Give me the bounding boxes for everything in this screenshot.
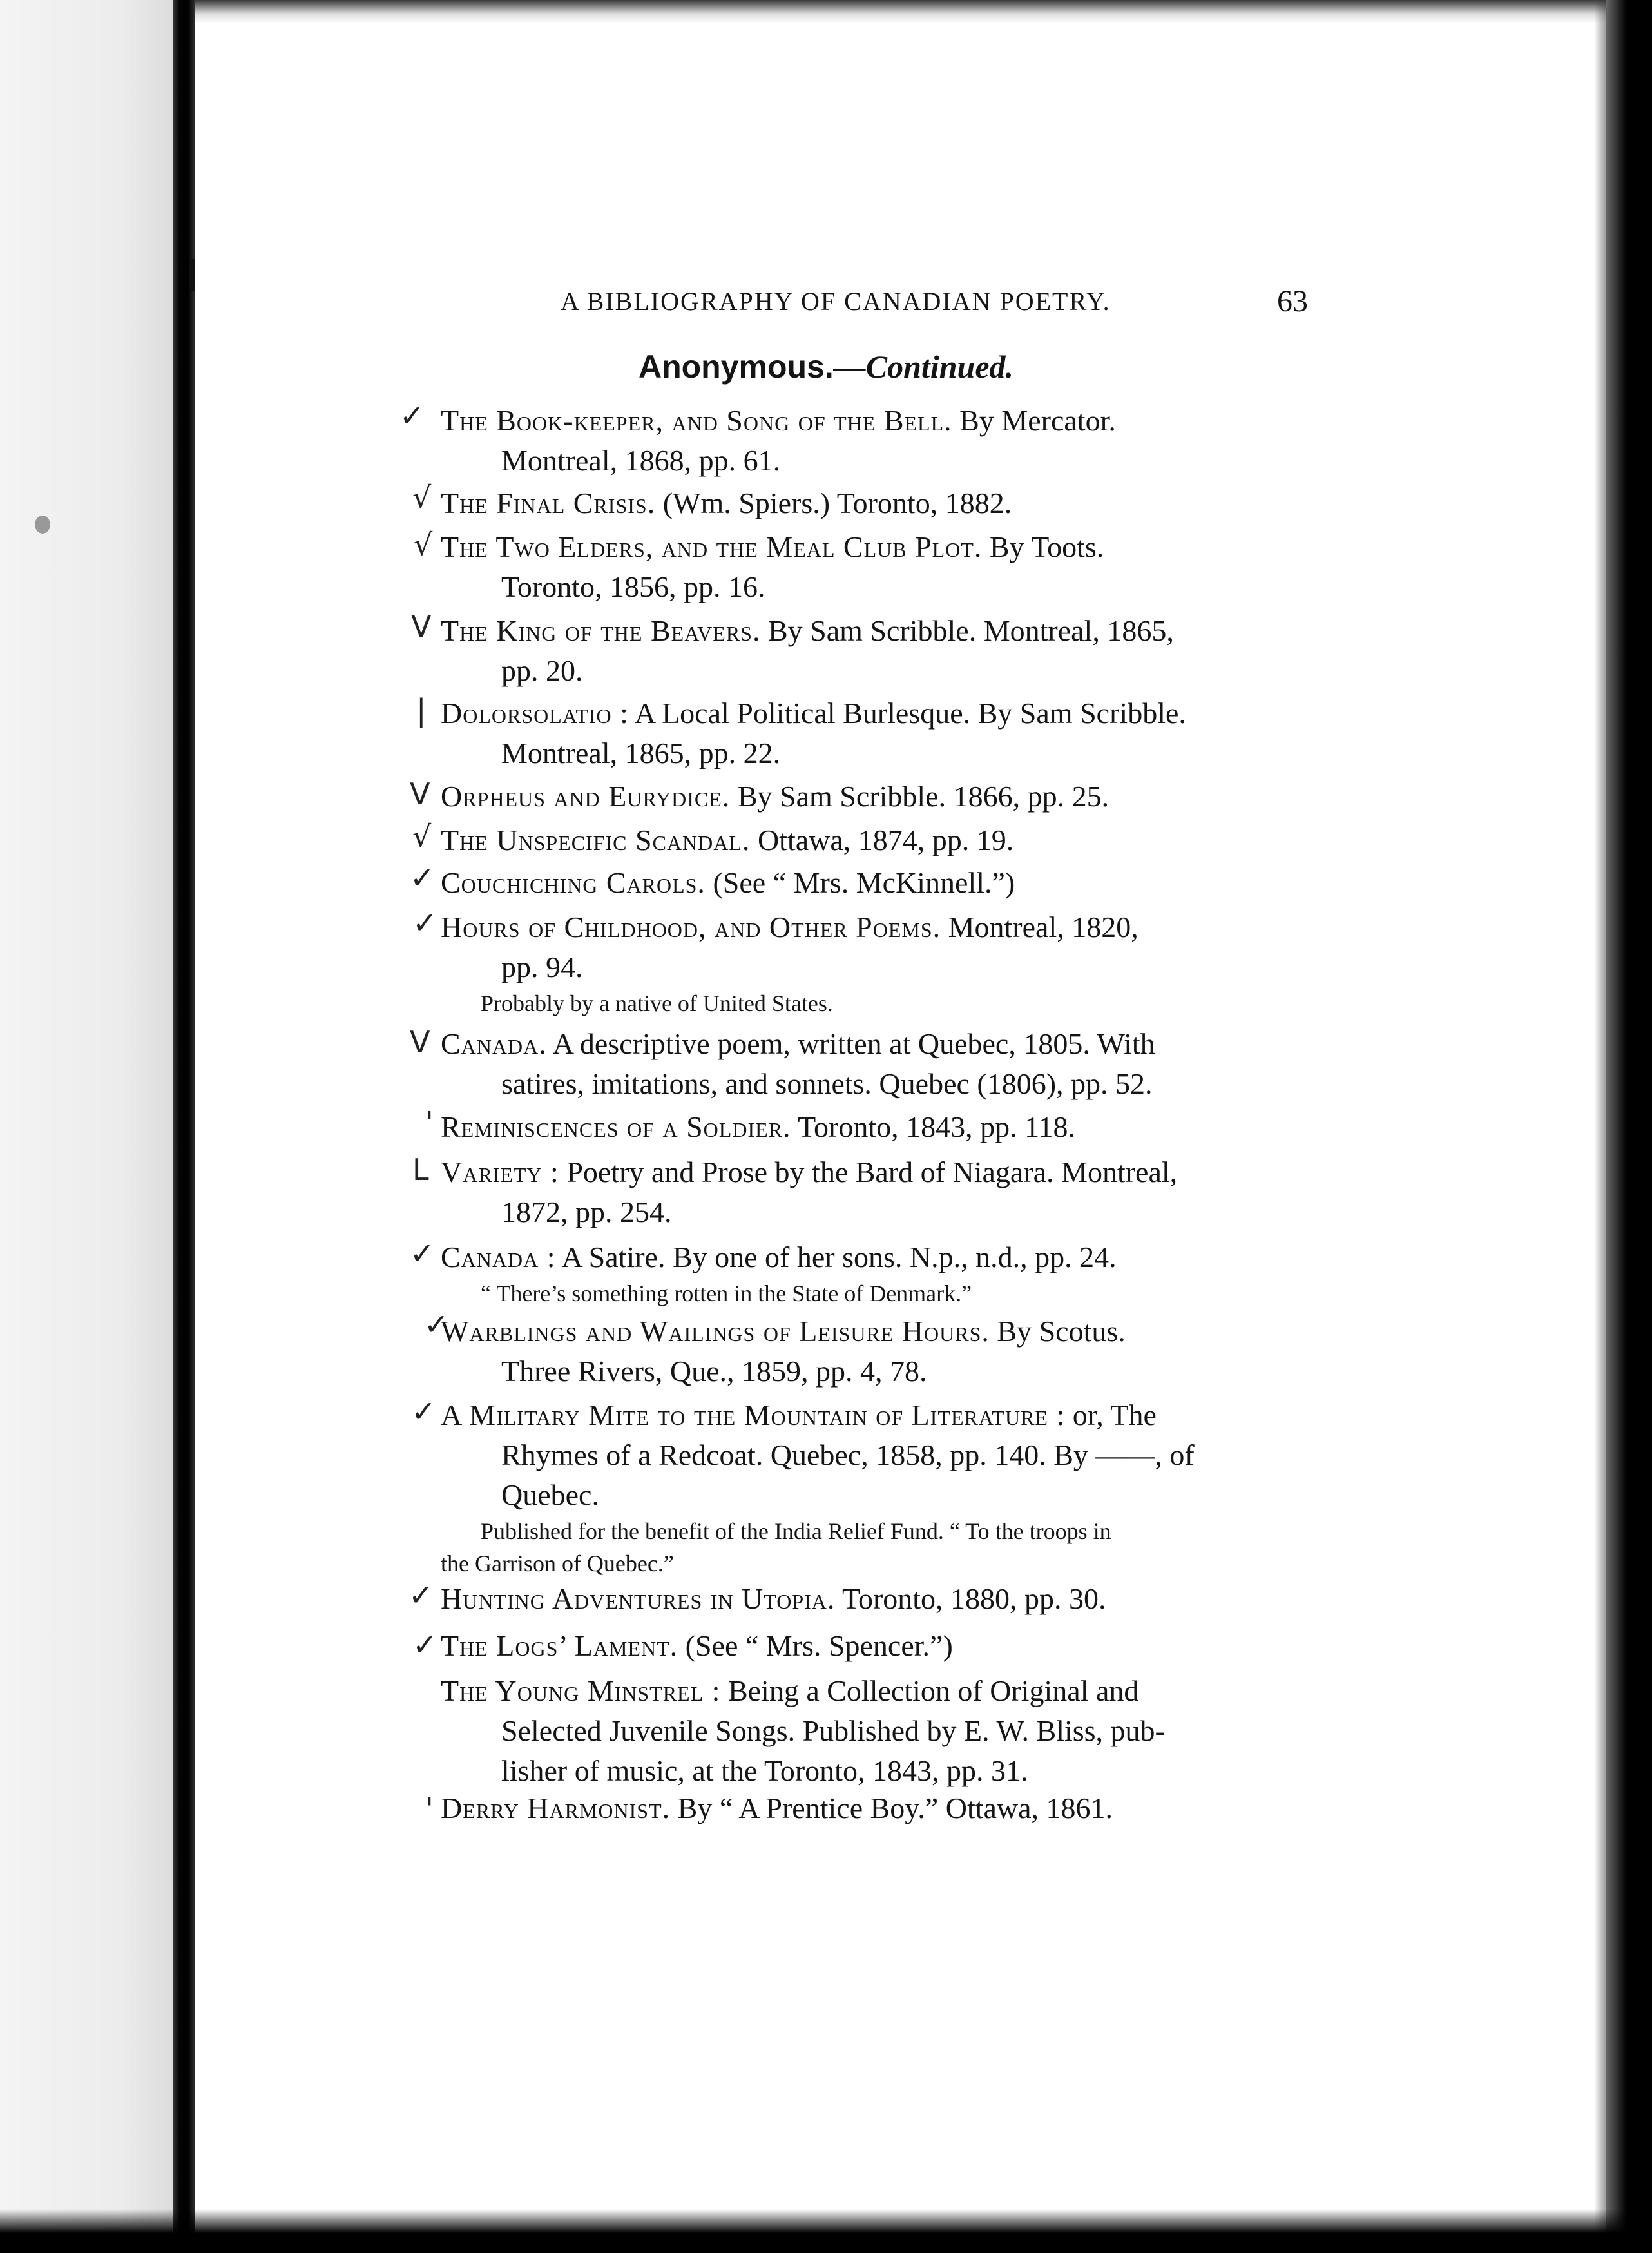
bibliography-entry — [441, 820, 1308, 860]
entry-title: Hours of Childhood, and Other Poems. — [441, 911, 941, 943]
check-mark: | — [416, 693, 427, 728]
bibliography-entry — [441, 1579, 1308, 1619]
entry-title: The Two Elders, and the Meal Club Plot. — [441, 530, 983, 563]
scan-border-bottom — [0, 2209, 1652, 2253]
entry-details: Montreal, 1820, — [941, 911, 1138, 943]
entry-details: (Wm. Spiers.) Toronto, 1882. — [655, 487, 1012, 519]
entry-continuation: Rhymes of a Redcoat. Quebec, 1858, pp. 140. By ——, of — [501, 1438, 1195, 1471]
entry-title: Warblings and Wailings of Leisure Hours. — [441, 1315, 990, 1348]
section-name: Anonymous. — [638, 349, 834, 385]
entry-details: Toronto, 1843, pp. 118. — [791, 1110, 1075, 1143]
check-mark: ✓ — [410, 860, 435, 895]
entry-title: Hunting Adventures in Utopia. — [441, 1582, 836, 1615]
check-mark: V — [410, 1025, 430, 1059]
running-title: A BIBLIOGRAPHY OF CANADIAN POETRY. — [561, 287, 1111, 316]
entry-note: “ There’s something rotten in the State of Denmark.” — [481, 1281, 972, 1306]
entry-details: Ottawa, 1874, pp. 19. — [750, 824, 1014, 856]
bibliography-entry — [441, 1311, 1308, 1391]
entry-continuation: Montreal, 1865, pp. 22. — [501, 737, 781, 769]
stain-mark — [35, 516, 50, 534]
bibliography-entry — [441, 777, 1308, 817]
entry-continuation: lisher of music, at the Toronto, 1843, pp. 31. — [501, 1754, 1028, 1787]
bibliography-entry — [441, 1626, 1308, 1666]
section-continued: —Continued. — [833, 349, 1014, 385]
bibliography-entry — [441, 907, 1308, 1020]
entry-title: Canada : — [441, 1241, 556, 1273]
entry-details: or, The — [1065, 1398, 1157, 1431]
entry-details: By Sam Scribble. Montreal, 1865, — [760, 614, 1174, 647]
entry-title: Variety : — [441, 1156, 559, 1188]
bibliography-entry — [441, 611, 1308, 691]
entry-details: By Toots. — [982, 530, 1104, 563]
entry-note: Probably by a native of United States. — [481, 991, 833, 1016]
entry-note: the Garrison of Quebec.” — [441, 1551, 674, 1576]
entry-details: Toronto, 1880, pp. 30. — [835, 1582, 1106, 1615]
entry-continuation: Quebec. — [501, 1478, 599, 1511]
page-number: 63 — [1277, 284, 1308, 318]
entry-continuation: Montreal, 1868, pp. 61. — [501, 444, 781, 477]
entry-details: By Scotus. — [989, 1315, 1126, 1348]
check-mark: √ — [412, 480, 432, 515]
page-edge — [1594, 0, 1606, 2253]
check-mark: V — [411, 609, 432, 644]
section-heading — [0, 348, 1652, 385]
bibliography-entry — [441, 1024, 1308, 1104]
spine-mark — [191, 259, 195, 291]
entry-continuation: Three Rivers, Que., 1859, pp. 4, 78. — [501, 1355, 927, 1388]
entry-title: The Logs’ Lament. — [441, 1629, 678, 1662]
bibliography-entry — [441, 1237, 1308, 1310]
entry-title: Derry Harmonist. — [441, 1792, 671, 1824]
check-mark: ' — [425, 1792, 434, 1826]
entry-title: Couchiching Carols. — [441, 866, 706, 899]
entry-details: Poetry and Prose by the Bard of Niagara. Montreal, — [559, 1156, 1178, 1188]
bibliography-entry — [441, 693, 1308, 773]
entry-continuation: pp. 94. — [501, 951, 583, 983]
entry-details: By “ A Prentice Boy.” Ottawa, 1861. — [670, 1792, 1113, 1824]
bibliography-entry — [441, 401, 1308, 481]
entry-details: (See “ Mrs. Spencer.”) — [678, 1629, 953, 1662]
bibliography-entry — [441, 863, 1308, 903]
entry-continuation: Toronto, 1856, pp. 16. — [501, 570, 765, 603]
check-mark: ✓ — [412, 1627, 437, 1662]
entry-details: A descriptive poem, written at Quebec, 1805. With — [546, 1027, 1155, 1060]
entry-title: The Final Crisis. — [441, 487, 656, 519]
entry-details: (See “ Mrs. McKinnell.”) — [705, 866, 1015, 899]
entry-details: Being a Collection of Original and — [720, 1674, 1139, 1707]
entry-title: The Unspecific Scandal. — [441, 824, 751, 856]
entry-continuation: 1872, pp. 254. — [501, 1195, 672, 1228]
entry-details: A Satire. By one of her sons. N.p., n.d., pp. 24. — [555, 1241, 1117, 1273]
check-mark: ' — [425, 1105, 434, 1140]
bibliography-entry — [441, 1152, 1308, 1232]
entry-title: The King of the Beavers. — [441, 614, 761, 647]
check-mark: L — [412, 1152, 429, 1187]
check-mark: ✓ — [412, 905, 437, 940]
bibliography-entry — [441, 527, 1308, 607]
bibliography-entry — [441, 1671, 1308, 1791]
entry-details: By Sam Scribble. 1866, pp. 25. — [730, 780, 1109, 813]
bibliography-entry — [441, 483, 1308, 523]
book-spine — [173, 0, 195, 2253]
entry-continuation: pp. 20. — [501, 654, 583, 687]
entry-note: Published for the benefit of the India Relief Fund. “ To the troops in — [481, 1518, 1111, 1544]
entry-title: Canada. — [441, 1027, 547, 1060]
entry-continuation: Selected Juvenile Songs. Published by E. W. Bliss, pub- — [501, 1714, 1165, 1747]
check-mark: ✓ — [399, 398, 425, 433]
entry-title: Orpheus and Eurydice. — [441, 780, 731, 813]
check-mark: V — [410, 777, 430, 811]
entry-title: Dolorsolatio : — [441, 697, 629, 730]
entry-details: By Mercator. — [952, 404, 1116, 437]
check-mark: ✓ — [410, 1236, 435, 1271]
bibliography-entry — [441, 1107, 1308, 1147]
scan-border-right — [1606, 0, 1652, 2253]
check-mark: ✓ — [411, 1394, 436, 1429]
bibliography-entry — [441, 1788, 1308, 1828]
entry-continuation: satires, imitations, and sonnets. Quebec (1806), pp. 52. — [501, 1067, 1153, 1100]
entry-title: A Military Mite to the Mountain of Literature : — [441, 1398, 1066, 1431]
check-mark: ✓ — [408, 1578, 434, 1612]
check-mark: ✓ — [424, 1307, 449, 1342]
top-shadow — [0, 0, 1652, 23]
facing-page — [0, 0, 173, 2253]
entry-title: Reminiscences of a Soldier. — [441, 1110, 791, 1143]
page-header — [561, 284, 1308, 322]
check-mark: √ — [414, 527, 433, 562]
bibliography-entry — [441, 1395, 1308, 1580]
entry-title: The Book-keeper, and Song of the Bell. — [441, 404, 952, 437]
entry-title: The Young Minstrel : — [441, 1674, 721, 1707]
check-mark: √ — [412, 819, 432, 854]
entry-details: A Local Political Burlesque. By Sam Scribble. — [628, 697, 1186, 730]
